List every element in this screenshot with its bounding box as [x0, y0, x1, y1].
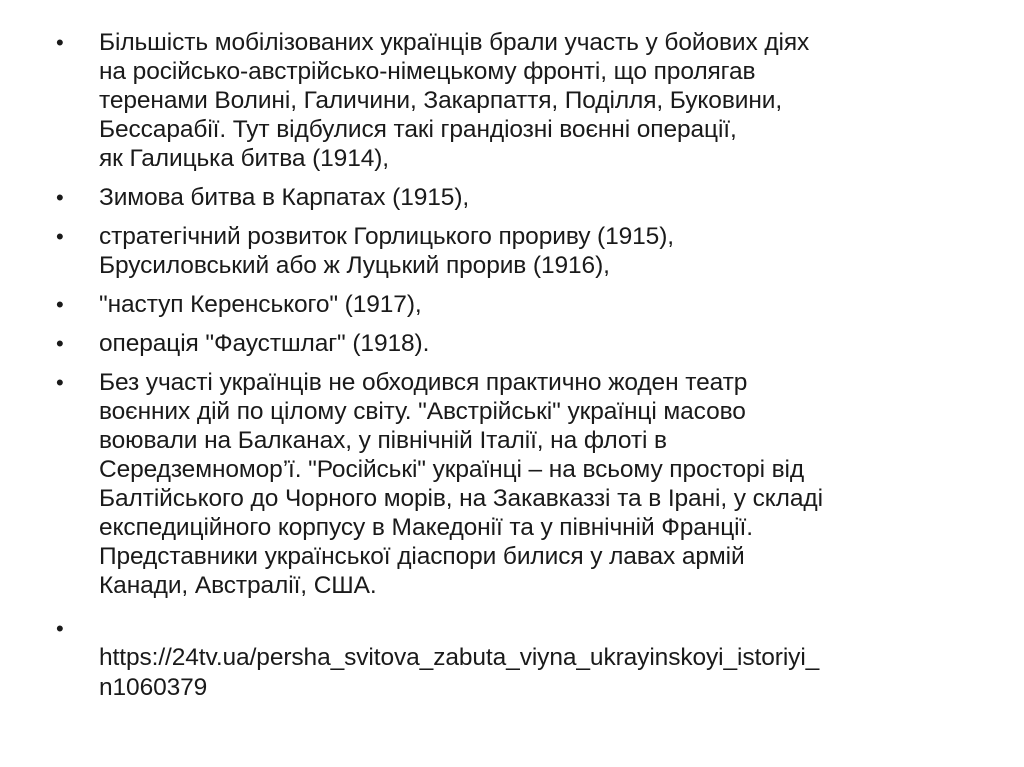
bullet-dot-icon: •	[56, 616, 64, 641]
text-line: експедиційного корпусу в Македонії та у північній Франції.	[99, 514, 753, 541]
bullet-dot-icon: •	[56, 292, 64, 317]
bullet-item-source-link[interactable]	[56, 614, 986, 703]
text-line: Балтійського до Чорного морів, на Закавказзі та в Ірані, у складі	[99, 485, 823, 512]
bullet-item-carpathians	[56, 183, 986, 212]
bullet-list	[56, 28, 986, 713]
bullet-item-mobilized	[56, 28, 986, 173]
text-line: як Галицька битва (1914),	[99, 145, 390, 172]
text-line: Бессарабії. Тут відбулися такі грандіозні воєнні операції,	[99, 116, 737, 143]
text-line: Більшість мобілізованих українців брали участь у бойових діях	[99, 29, 810, 56]
bullet-item-gorlice	[56, 222, 986, 280]
source-url-line[interactable]: https://24tv.ua/persha_svitova_zabuta_viyna_ukrayinskoyi_istoriyi_	[99, 644, 820, 671]
bullet-dot-icon: •	[56, 30, 64, 55]
bullet-item-faustschlag	[56, 329, 986, 358]
text-line: воєнних дій по цілому світу. "Австрійські" українці масово	[99, 398, 746, 425]
text-line: Канади, Австралії, США.	[99, 572, 377, 599]
bullet-item-theatres	[56, 368, 986, 600]
text-line: воювали на Балканах, у північній Італії, на флоті в	[99, 427, 667, 454]
text-line: на російсько-австрійсько-німецькому фронті, що пролягав	[99, 58, 756, 85]
bullet-item-kerensky	[56, 290, 986, 319]
text-line: стратегічний розвиток Горлицького прориву (1915),	[99, 223, 674, 250]
text-line: теренами Волині, Галичини, Закарпаття, Поділля, Буковини,	[99, 87, 783, 114]
text-line: Зимова битва в Карпатах (1915),	[99, 184, 470, 211]
bullet-dot-icon: •	[56, 370, 64, 395]
text-line: Представники української діаспори билися у лавах армій	[99, 543, 745, 570]
text-line: операція "Фаустшлаг" (1918).	[99, 330, 430, 357]
text-line: Брусиловський або ж Луцький прорив (1916),	[99, 252, 610, 279]
text-line: Без участі українців не обходився практично жоден театр	[99, 369, 748, 396]
blank-line	[99, 614, 986, 643]
bullet-dot-icon: •	[56, 331, 64, 356]
bullet-dot-icon: •	[56, 224, 64, 249]
text-line: "наступ Керенського" (1917),	[99, 291, 422, 318]
text-line: Середземномор’ї. "Російські" українці – на всьому просторі від	[99, 456, 805, 483]
source-url-line[interactable]: n1060379	[99, 674, 208, 701]
bullet-dot-icon: •	[56, 185, 64, 210]
